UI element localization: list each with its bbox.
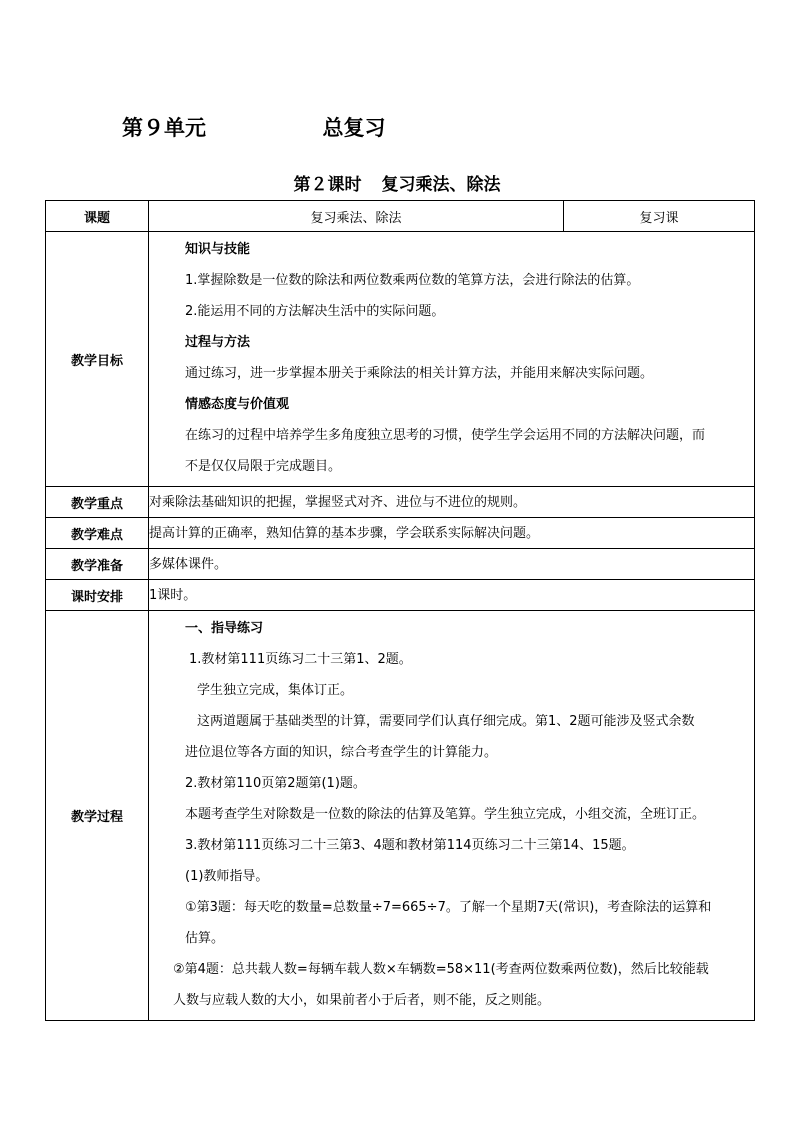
goals-line: 1.掌握除数是一位数的除法和两位数乘两位数的笔算方法，会进行除法的估算。	[185, 273, 640, 288]
goals-line: 2.能运用不同的方法解决生活中的实际问题。	[185, 304, 445, 319]
lesson-name: 复习乘法、除法	[381, 175, 501, 195]
goals-label: 教学目标	[46, 232, 149, 487]
prep-value: 多媒体课件。	[149, 549, 755, 580]
process-line: 这两道题属于基础类型的计算，需要同学们认真仔细完成。第1、2题可能涉及竖式余数	[197, 714, 695, 729]
table-row	[46, 580, 755, 611]
process-line: 2.教材第110页第2题第(1)题。	[185, 776, 366, 791]
goals-line: 不是仅仅局限于完成题目。	[185, 459, 342, 474]
schedule-label: 课时安排	[46, 580, 149, 611]
process-label: 教学过程	[46, 611, 149, 1021]
process-line: 估算。	[185, 931, 225, 946]
topic-type: 复习课	[564, 201, 755, 232]
unit-number: 第９单元	[122, 116, 206, 140]
topic-label: 课题	[46, 201, 149, 232]
key-label: 教学重点	[46, 487, 149, 518]
lesson-title	[0, 170, 794, 195]
unit-name: 总复习	[322, 116, 386, 140]
process-line: 学生独立完成，集体订正。	[197, 683, 354, 698]
goals-heading-attitude: 情感态度与价值观	[185, 397, 290, 412]
process-line: 人数与应载人数的大小，如果前者小于后者，则不能，反之则能。	[173, 993, 551, 1008]
key-value: 对乘除法基础知识的把握，掌握竖式对齐、进位与不进位的规则。	[149, 487, 755, 518]
difficulty-label: 教学难点	[46, 518, 149, 549]
difficulty-value: 提高计算的正确率，熟知估算的基本步骤，学会联系实际解决问题。	[149, 518, 755, 549]
goals-line: 在练习的过程中培养学生多角度独立思考的习惯，使学生学会运用不同的方法解决问题，而	[185, 428, 706, 443]
goals-line: 通过练习，进一步掌握本册关于乘除法的相关计算方法，并能用来解决实际问题。	[185, 366, 654, 381]
unit-title	[122, 112, 386, 142]
goals-heading-process: 过程与方法	[185, 335, 251, 350]
goals-heading-knowledge: 知识与技能	[185, 242, 251, 257]
table-row	[46, 232, 755, 487]
topic-value: 复习乘法、除法	[149, 201, 564, 232]
process-line: 3.教材第111页练习二十三第3、4题和教材第114页练习二十三第14、15题。	[185, 838, 635, 853]
prep-label: 教学准备	[46, 549, 149, 580]
lesson-plan-table	[45, 200, 755, 1021]
process-line: (1)教师指导。	[185, 869, 269, 884]
process-line: 进位退位等各方面的知识，综合考查学生的计算能力。	[185, 745, 498, 760]
schedule-value: 1课时。	[149, 580, 755, 611]
process-line: ①第3题：每天吃的数量=总数量÷7=665÷7。了解一个星期7天(常识)，考查除法的运算和	[185, 900, 712, 915]
process-line: ②第4题：总共载人数=每辆车载人数×车辆数=58×11(考查两位数乘两位数)，然后比较能载	[173, 962, 709, 977]
goals-cell	[149, 232, 755, 487]
table-row	[46, 611, 755, 1021]
table-row	[46, 518, 755, 549]
process-cell	[149, 611, 755, 1021]
table-row	[46, 201, 755, 232]
table-row	[46, 549, 755, 580]
process-heading: 一、指导练习	[185, 621, 264, 636]
process-line: 1.教材第111页练习二十三第1、2题。	[189, 652, 412, 667]
lesson-number: 第２课时	[293, 175, 362, 195]
table-row	[46, 487, 755, 518]
process-line: 本题考查学生对除数是一位数的除法的估算及笔算。学生独立完成，小组交流，全班订正。	[185, 807, 706, 822]
